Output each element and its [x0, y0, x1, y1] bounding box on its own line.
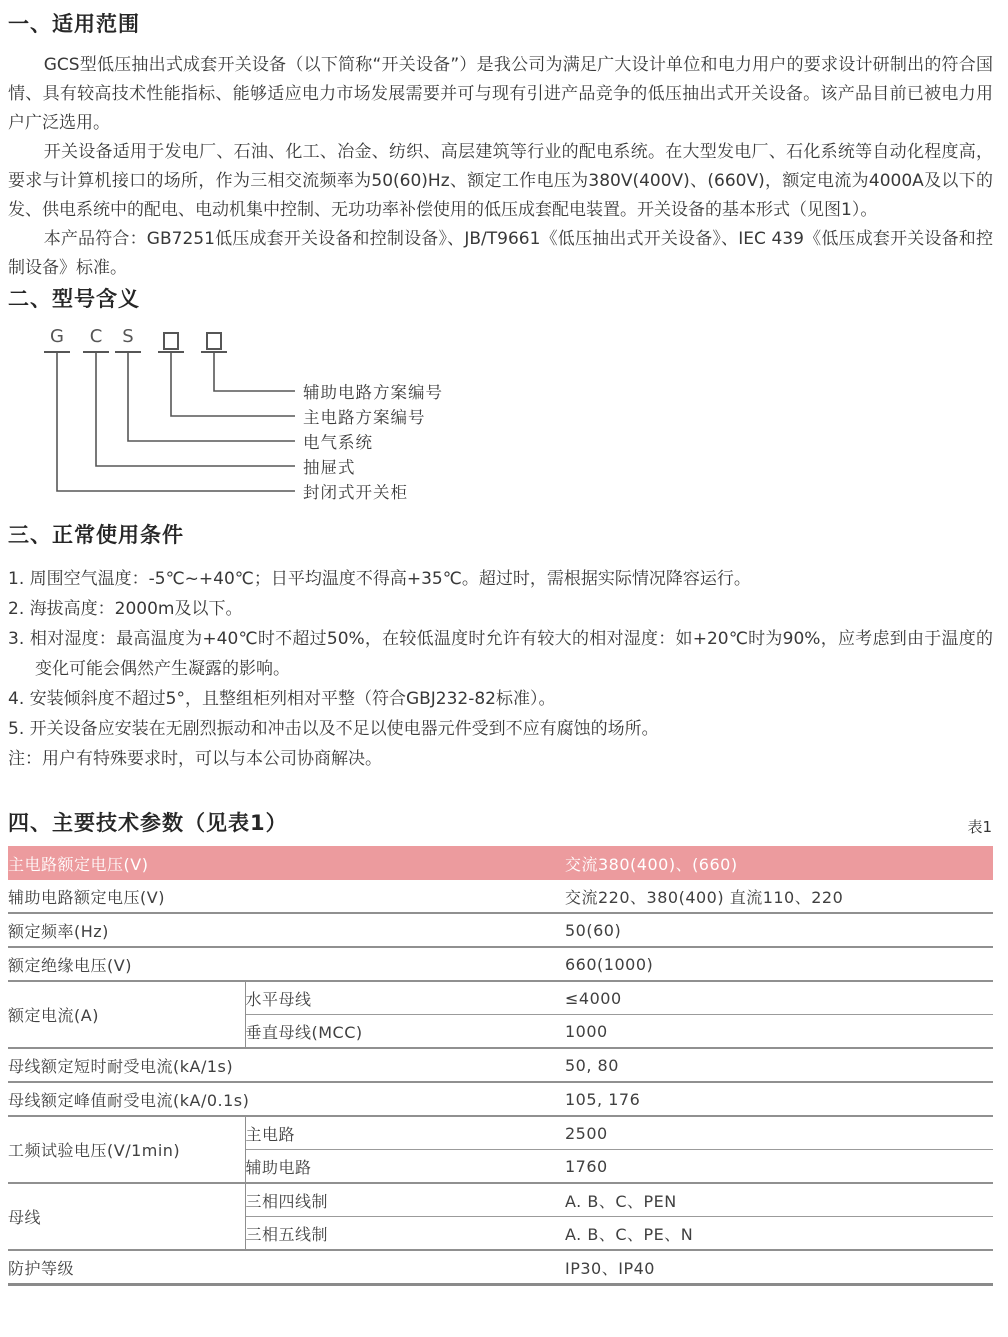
row-sublabel: 三相四线制	[245, 1183, 565, 1217]
diagram-label: 电气系统	[303, 433, 373, 452]
code-letter: S	[122, 326, 134, 347]
paragraph: 开关设备适用于发电厂、石油、化工、冶金、纺织、高层建筑等行业的配电系统。在大型发电厂、石化系统等自动化程度高，要求与计算机接口的场所，作为三相交流频率为50(60)Hz、额定工作电压为380V(400V)、(660V)，额定电流为4000A及以下的发、供电系统中的配电、电动机集中控制、无功功率补偿使用的低压成套配电装置。开关设备的基本形式（见图1）。	[8, 142, 993, 220]
row-sublabel: 辅助电路	[245, 1150, 565, 1184]
section2-heading: 二、型号含义	[8, 287, 140, 311]
row-value: 660(1000)	[565, 947, 993, 981]
row-label: 辅助电路额定电压(V)	[8, 887, 165, 907]
row-value: A. B、C、PEN	[565, 1183, 993, 1217]
row-value: 105, 176	[565, 1082, 993, 1116]
row-label: 母线额定短时耐受电流(kA/1s)	[8, 1048, 565, 1082]
row-value: 50(60)	[565, 913, 993, 947]
condition-item: 3. 相对湿度：最高温度为+40℃时不超过50%，在较低温度时允许有较大的相对湿度：如+20℃时为90%，应考虑到由于温度的变化可能会偶然产生凝露的影响。	[8, 629, 993, 679]
section3-heading: 三、正常使用条件	[8, 523, 184, 547]
code-letter: C	[89, 326, 103, 347]
row-value: 50, 80	[565, 1048, 993, 1082]
section1-paragraphs	[8, 51, 993, 283]
row-value: 1000	[565, 1015, 993, 1049]
row-label: 工频试验电压(V/1min)	[8, 1116, 245, 1183]
row-value: IP30、IP40	[565, 1250, 993, 1285]
row-value: A. B、C、PE、N	[565, 1217, 993, 1251]
diagram-label: 封闭式开关柜	[303, 483, 408, 502]
row-label: 额定电流(A)	[8, 981, 245, 1048]
condition-item: 1. 周围空气温度：-5℃~+40℃；日平均温度不得高+35℃。超过时，需根据实际情况降容运行。	[8, 569, 751, 589]
model-code-diagram	[8, 323, 628, 519]
row-label: 母线	[8, 1183, 245, 1250]
table-row	[8, 1183, 993, 1217]
row-label: 防护等级	[8, 1250, 565, 1285]
section3-conditions	[8, 564, 993, 774]
paragraph: GCS型低压抽出式成套开关设备（以下简称“开关设备”）是我公司为满足广大设计单位和电力用户的要求设计研制出的符合国情、具有较高技术性能指标、能够适应电力市场发展需要并可与现有引进产品竞争的低压抽出式开关设备。该产品目前已被电力用户广泛选用。	[8, 55, 993, 133]
diagram-label: 主电路方案编号	[303, 408, 426, 427]
row-sublabel: 三相五线制	[245, 1217, 565, 1251]
table-row	[8, 913, 993, 947]
section4-heading: 四、主要技术参数（见表1）	[8, 811, 288, 835]
row-value: 1760	[565, 1150, 993, 1184]
section1-heading: 一、适用范围	[8, 12, 140, 36]
row-label: 额定绝缘电压(V)	[8, 947, 565, 981]
condition-item: 注：用户有特殊要求时，可以与本公司协商解决。	[8, 749, 382, 769]
condition-item: 2. 海拔高度：2000m及以下。	[8, 599, 243, 619]
section4-heading-row	[8, 807, 993, 837]
row-value: 交流220、380(400) 直流110、220	[565, 887, 844, 907]
code-letter: G	[50, 326, 64, 347]
condition-item: 5. 开关设备应安装在无剧烈振动和冲击以及不足以使电器元件受到不应有腐蚀的场所。	[8, 719, 659, 739]
table-row	[8, 880, 993, 913]
table-row	[8, 846, 993, 880]
table-body	[8, 846, 993, 1285]
table-row	[8, 1250, 993, 1285]
condition-item: 4. 安装倾斜度不超过5°，且整组柜列相对平整（符合GBJ232-82标准）。	[8, 689, 556, 709]
diagram-label: 抽屉式	[303, 458, 356, 477]
row-value: ≤4000	[565, 981, 993, 1015]
row-value: 交流380(400)、(660)	[565, 846, 993, 880]
row-value: 2500	[565, 1116, 993, 1150]
row-sublabel: 垂直母线(MCC)	[245, 1015, 565, 1049]
table-row	[8, 1048, 993, 1082]
technical-parameters-table	[8, 846, 993, 1286]
row-sublabel: 主电路	[245, 1116, 565, 1150]
code-box-placeholder	[163, 332, 179, 350]
table-row	[8, 1082, 993, 1116]
row-label: 母线额定峰值耐受电流(kA/0.1s)	[8, 1082, 565, 1116]
table-row	[8, 981, 993, 1015]
diagram-label: 辅助电路方案编号	[303, 383, 443, 402]
table-row	[8, 1116, 993, 1150]
row-label: 主电路额定电压(V)	[8, 846, 565, 880]
row-sublabel: 水平母线	[245, 981, 565, 1015]
code-box-placeholder	[206, 332, 222, 350]
paragraph: 本产品符合：GB7251低压成套开关设备和控制设备》、JB/T9661《低压抽出式开关设备》、IEC 439《低压成套开关设备和控制设备》标准。	[8, 229, 993, 278]
row-label: 额定频率(Hz)	[8, 913, 565, 947]
table-row	[8, 947, 993, 981]
table-number-tag: 表1	[967, 818, 992, 836]
